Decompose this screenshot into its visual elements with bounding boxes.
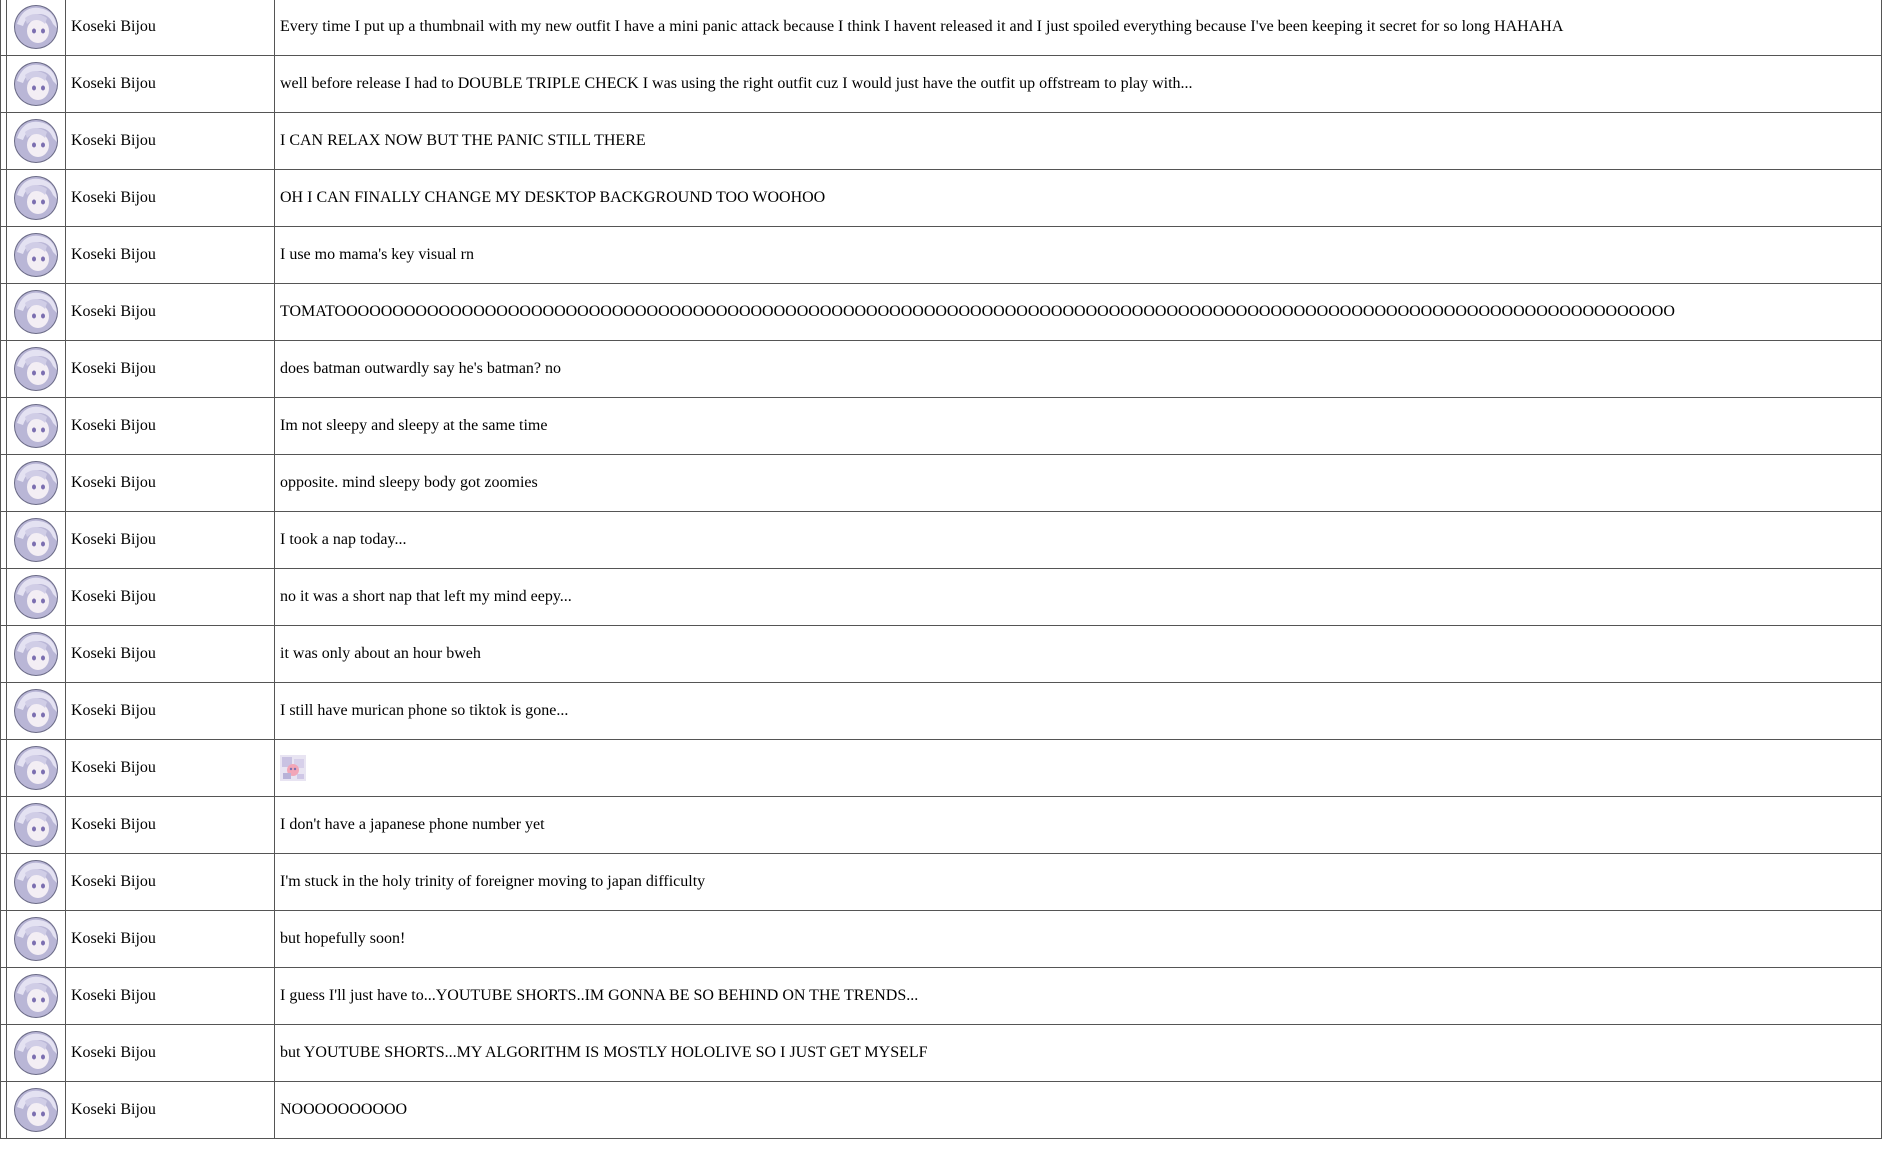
message-text: I guess I'll just have to...YOUTUBE SHORTS..IM GONNA BE SO BEHIND ON THE TRENDS... (275, 968, 1882, 1025)
chat-message-row (1, 1025, 1882, 1082)
avatar-cell (7, 797, 66, 854)
author-name: Koseki Bijou (66, 398, 275, 455)
message-text: I still have murican phone so tiktok is gone... (275, 683, 1882, 740)
chat-message-row (1, 569, 1882, 626)
avatar-icon (13, 517, 59, 563)
chat-message-row (1, 341, 1882, 398)
avatar-icon (13, 688, 59, 734)
avatar-cell (7, 227, 66, 284)
chat-message-row (1, 911, 1882, 968)
avatar-cell (7, 398, 66, 455)
author-name: Koseki Bijou (66, 341, 275, 398)
sticker-emote-icon (280, 755, 306, 781)
author-name: Koseki Bijou (66, 569, 275, 626)
avatar-icon (13, 175, 59, 221)
avatar-icon (13, 574, 59, 620)
chat-message-row (1, 170, 1882, 227)
chat-log-body (1, 0, 1882, 1139)
avatar-cell (7, 911, 66, 968)
author-name: Koseki Bijou (66, 284, 275, 341)
chat-message-row (1, 0, 1882, 56)
author-name: Koseki Bijou (66, 170, 275, 227)
message-text: I took a nap today... (275, 512, 1882, 569)
chat-message-row (1, 1082, 1882, 1139)
author-name: Koseki Bijou (66, 797, 275, 854)
author-name: Koseki Bijou (66, 455, 275, 512)
author-name: Koseki Bijou (66, 0, 275, 56)
avatar-icon (13, 1087, 59, 1133)
avatar-cell (7, 1082, 66, 1139)
author-name: Koseki Bijou (66, 626, 275, 683)
avatar-icon (13, 403, 59, 449)
author-name: Koseki Bijou (66, 1025, 275, 1082)
message-text: Every time I put up a thumbnail with my new outfit I have a mini panic attack because I think I havent released it and I just spoiled everything because I've been keeping it secret for so long HAHAHA (275, 0, 1882, 56)
avatar-icon (13, 631, 59, 677)
author-name: Koseki Bijou (66, 683, 275, 740)
message-text: no it was a short nap that left my mind eepy... (275, 569, 1882, 626)
avatar-cell (7, 968, 66, 1025)
avatar-cell (7, 626, 66, 683)
avatar-cell (7, 854, 66, 911)
avatar-cell (7, 740, 66, 797)
chat-message-row (1, 227, 1882, 284)
avatar-icon (13, 802, 59, 848)
message-text: I'm stuck in the holy trinity of foreigner moving to japan difficulty (275, 854, 1882, 911)
avatar-icon (13, 232, 59, 278)
author-name: Koseki Bijou (66, 854, 275, 911)
chat-message-row (1, 512, 1882, 569)
message-text: NOOOOOOOOOO (275, 1082, 1882, 1139)
chat-message-row (1, 626, 1882, 683)
avatar-cell (7, 455, 66, 512)
avatar-icon (13, 61, 59, 107)
chat-message-row (1, 56, 1882, 113)
message-text: TOMATOOOOOOOOOOOOOOOOOOOOOOOOOOOOOOOOOOOOOOOOOOOOOOOOOOOOOOOOOOOOOOOOOOOOOOOOOOOOOOOOOOOOOOOOOOOOOOOOOOOOOOOOOOOOOOOOOOOO (275, 284, 1882, 341)
avatar-cell (7, 341, 66, 398)
chat-message-row (1, 284, 1882, 341)
chat-message-row (1, 683, 1882, 740)
avatar-icon (13, 916, 59, 962)
author-name: Koseki Bijou (66, 56, 275, 113)
chat-message-row (1, 797, 1882, 854)
author-name: Koseki Bijou (66, 968, 275, 1025)
author-name: Koseki Bijou (66, 740, 275, 797)
chat-message-row (1, 455, 1882, 512)
avatar-icon (13, 289, 59, 335)
avatar-icon (13, 460, 59, 506)
message-text: I CAN RELAX NOW BUT THE PANIC STILL THERE (275, 113, 1882, 170)
avatar-icon (13, 1030, 59, 1076)
avatar-cell (7, 113, 66, 170)
message-text: well before release I had to DOUBLE TRIPLE CHECK I was using the right outfit cuz I would just have the outfit up offstream to play with... (275, 56, 1882, 113)
avatar-cell (7, 284, 66, 341)
chat-message-row (1, 740, 1882, 797)
avatar-cell (7, 512, 66, 569)
message-text: Im not sleepy and sleepy at the same time (275, 398, 1882, 455)
avatar-icon (13, 346, 59, 392)
avatar-cell (7, 170, 66, 227)
author-name: Koseki Bijou (66, 512, 275, 569)
chat-message-row (1, 113, 1882, 170)
message-text: does batman outwardly say he's batman? no (275, 341, 1882, 398)
avatar-cell (7, 683, 66, 740)
avatar-icon (13, 745, 59, 791)
avatar-cell (7, 1025, 66, 1082)
chat-message-row (1, 854, 1882, 911)
author-name: Koseki Bijou (66, 1082, 275, 1139)
avatar-icon (13, 859, 59, 905)
chat-message-row (1, 398, 1882, 455)
message-text: I don't have a japanese phone number yet (275, 797, 1882, 854)
author-name: Koseki Bijou (66, 227, 275, 284)
chat-message-row (1, 968, 1882, 1025)
avatar-cell (7, 56, 66, 113)
message-text: but YOUTUBE SHORTS...MY ALGORITHM IS MOSTLY HOLOLIVE SO I JUST GET MYSELF (275, 1025, 1882, 1082)
message-emote (275, 740, 1882, 797)
avatar-cell (7, 0, 66, 56)
avatar-cell (7, 569, 66, 626)
author-name: Koseki Bijou (66, 911, 275, 968)
avatar-icon (13, 4, 59, 50)
message-text: but hopefully soon! (275, 911, 1882, 968)
message-text: I use mo mama's key visual rn (275, 227, 1882, 284)
message-text: opposite. mind sleepy body got zoomies (275, 455, 1882, 512)
avatar-icon (13, 973, 59, 1019)
message-text: it was only about an hour bweh (275, 626, 1882, 683)
message-text: OH I CAN FINALLY CHANGE MY DESKTOP BACKGROUND TOO WOOHOO (275, 170, 1882, 227)
avatar-icon (13, 118, 59, 164)
author-name: Koseki Bijou (66, 113, 275, 170)
